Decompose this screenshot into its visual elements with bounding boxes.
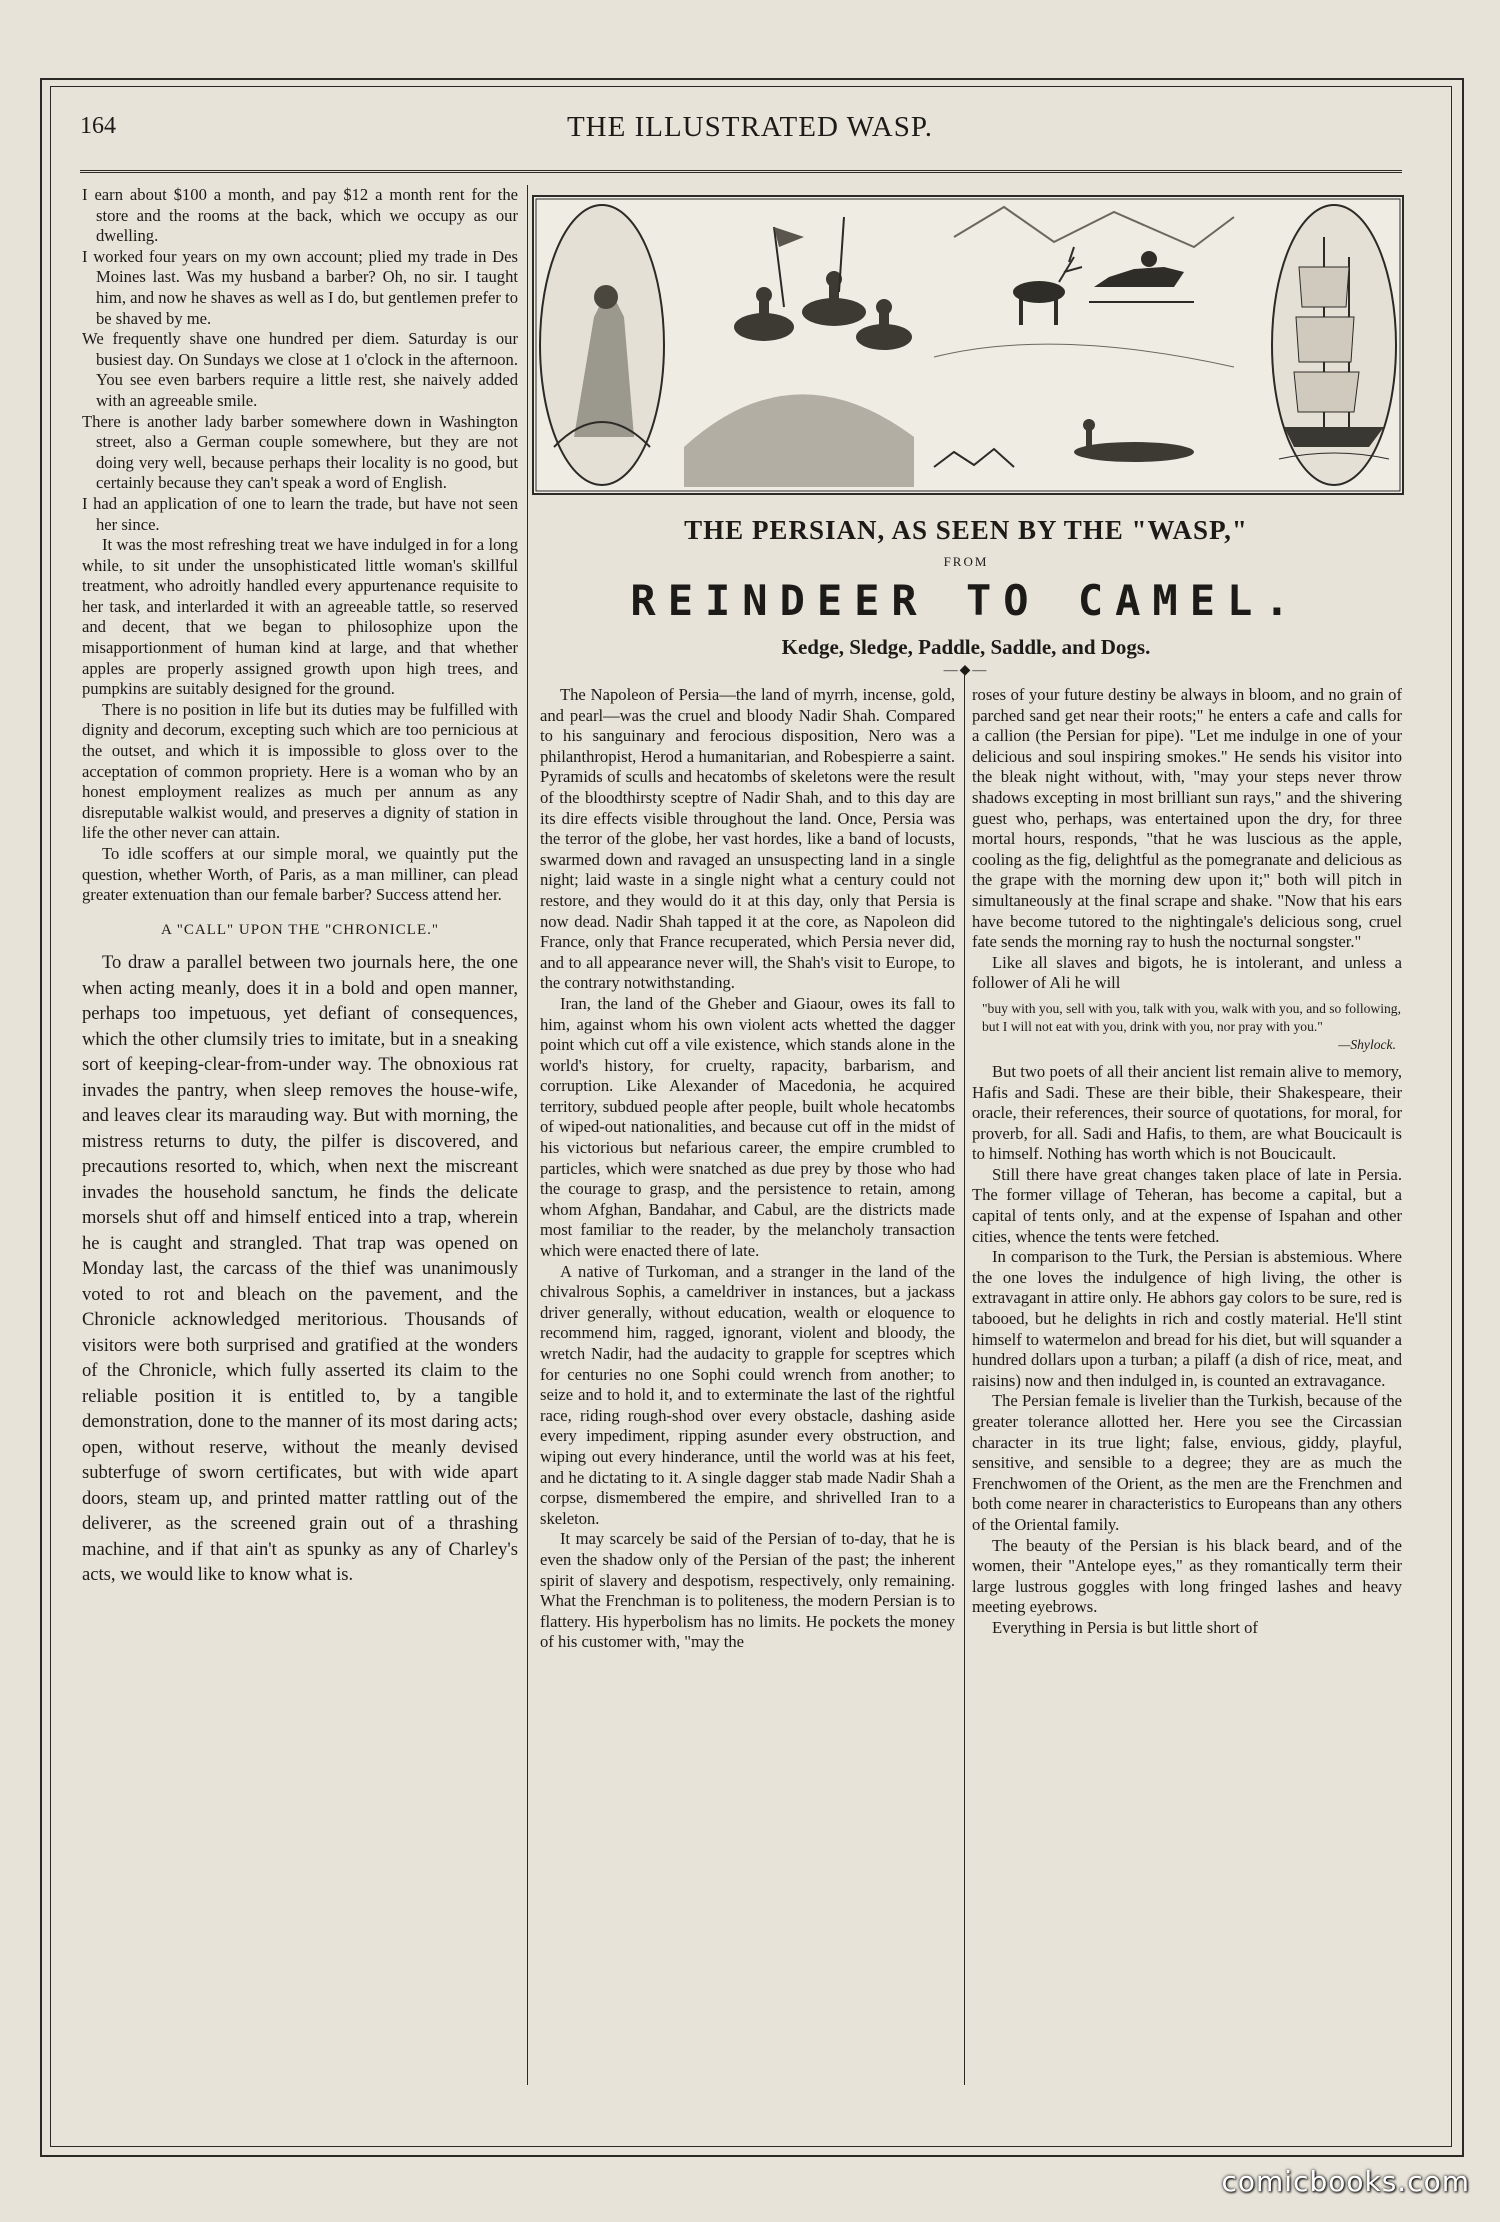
- paragraph: Iran, the land of the Gheber and Giaour, owes its fall to him, against whom his own violent acts whetted the dagger point which cut off a vile existence, which stands alone in the world's history, for cruelty, rapacity, barbarism, and corruption. Like Alexander of Macedonia, he acquired territory, subdued people after people, built whole hecatombs of wiped-out nationalities, and because cut off in the midst of his victorious but nefarious career, the empire crumbled to particles, which were snatched as due prey by those who had the courage to grasp, and the persistence to retain, among whom Afghan, Bandahar, and Cabul, are the districts made most familiar to the reader, by the melancholy transaction which were enacted there of late.: [540, 993, 955, 1261]
- paragraph: I earn about $100 a month, and pay $12 a month rent for the store and the rooms at the back, which we occupy as our dwelling.: [82, 185, 518, 246]
- quote-text: "buy with you, sell with you, talk with you, walk with you, and so following, but I will not eat with you, drink with you, nor pray with you.": [982, 1000, 1402, 1034]
- paragraph: To idle scoffers at our simple moral, we quaintly put the question, whether Worth, of Paris, as a man milliner, can plead greater extenuation than our female barber? Success attend her.: [82, 844, 518, 905]
- article-subtitle: Kedge, Sledge, Paddle, Saddle, and Dogs.: [781, 635, 1151, 659]
- paragraph: The Napoleon of Persia—the land of myrrh, incense, gold, and pearl—was the cruel and bloody Nadir Shah. Compared to his sanguinary and ferocious disposition, Nero was a philanthropist, Herod a humanitarian, and Robespierre a saint. Pyramids of sculls and hecatombs of skeletons were the result of the bloodthirsty sceptre of Nadir Shah, and to this day are its dire effects visible throughout the land. Once, Persia was the terror of the globe, her vast hordes, like a band of locusts, swarmed down and ravaged an unsuspecting land in a single night; laid waste in a single night what a century could not restore, and they would do it at this day, only that Persia is now dead. Nadir Shah tapped it at the core, as Napoleon did France, only that France recuperated, which Persia never did, and to all appearance never will, the Shah's visit to Europe, to the contrary notwithstanding.: [540, 685, 955, 993]
- paragraph: There is another lady barber somewhere down in Washington street, also a German couple somewhere, but they are not doing very well, because perhaps their locality is no good, but certainly because they can't speak a word of English.: [82, 411, 518, 493]
- headline-from: FROM: [943, 554, 989, 569]
- paragraph: A native of Turkoman, and a stranger in the land of the chivalrous Sophis, a cameldriver in instances, but a jackass driver generally, without education, wealth or eloquence to recommend him, ragged, ignorant, violent and bloody, the wretch Nadir, had the audacity to grapple for sceptres which for centuries no one Sophi could wrench from another; to seize and to hold it, and to exterminate the last of the rightful race, riding rough-shod over every obstacle, dashing aside every impediment, ripping asunder every obstruction, and wiping out every hinderance, until the world was at his feet, and he dictating to it. A single dagger stab made Nadir Shah a corpse, dismembered the empire, and shrivelled Iran to a skeleton.: [540, 1261, 955, 1528]
- page-number: 164: [80, 113, 116, 139]
- ornament-divider: —◆—: [943, 663, 989, 678]
- paragraph: Like all slaves and bigots, he is intolerant, and unless a follower of Ali he will: [972, 952, 1402, 993]
- paragraph: In comparison to the Turk, the Persian is abstemious. Where the one loves the indulgence of high living, the other is extravagant in attire only. He abhors gay colors to be sure, red is tabooed, but he delights in rich and costly material. He'll stint himself to watermelon and bread for his diet, but will squander a hundred dollars upon a turban; a pilaff (a dish of rice, meat, and raisins) now and then indulged in, is counted an extravagance.: [972, 1247, 1402, 1390]
- quote-source: —Shylock.: [1338, 1036, 1396, 1052]
- article-heading: [532, 515, 1400, 679]
- column-right: [972, 685, 1402, 2085]
- paragraph: I worked four years on my own account; plied my trade in Des Moines last. Was my husband a barber? Oh, no sir. I taught him, and now he shaves as well as I do, but gentlemen prefer to be shaved by me.: [82, 246, 518, 328]
- paragraph: Still there have great changes taken place of late in Persia. The former village of Teheran, has become a capital, but a capital of tents only, and at the expense of Ispahan and other cities, whence the tents were fetched.: [972, 1164, 1402, 1246]
- watermark: comicbooks.com: [1221, 2165, 1470, 2198]
- column-divider: [527, 185, 528, 2085]
- engraving-illustration: [532, 195, 1404, 495]
- column-middle: [540, 685, 955, 2085]
- paragraph: Everything in Persia is but little short of: [992, 1617, 1258, 1637]
- paragraph: I had an application of one to learn the trade, but have not seen her since.: [82, 493, 518, 534]
- running-title: THE ILLUSTRATED WASP.: [566, 111, 934, 143]
- header-rule: [80, 170, 1402, 173]
- paragraph: The beauty of the Persian is his black beard, and of the women, their "Antelope eyes," as they romantically term their large lustrous goggles with long fringed lashes and heavy meeting eyebrows.: [972, 1535, 1402, 1617]
- paragraph: But two poets of all their ancient list remain alive to memory, Hafis and Sadi. These are their bible, their Shakespeare, their oracle, their references, their source of quotations, for moral, for proverb, for all. Sadi and Hafis, to them, are what Boucicault is to himself. Nothing has worth which is not Boucicault.: [972, 1061, 1402, 1164]
- paragraph: To draw a parallel between two journals here, the one when acting meanly, does it in a bold and open manner, perhaps too impetuous, yet defiant of consequences, which the other clumsily tries to imitate, but in a sneaking sort of keeping-clear-from-under way. The obnoxious rat invades the pantry, when sleep removes the house-wife, and leaves clear its marauding way. But with morning, the mistress returns to duty, the pilfer is discovered, and precautions resorted to, which, when next the miscreant invades the household sanctum, he finds the delicate morsels shut off and himself enticed into a trap, wherein he is caught and strangled. That trap was opened on Monday last, the carcass of the thief was unanimously voted to rot and bleach on the pavement, and the Chronicle acknowledged meritorious. Thousands of visitors were both surprised and gratified at the wonders of the Chronicle, which fully asserted its claim to the reliable position it is entitled to, by a tangible demonstration, done to the manner of its most daring acts; open, without reserve, without the meanly devised subterfuge of sworn certificates, but with wide apart doors, steam up, and printed matter rattling out of the deliverer, as the screened grain out of a thrashing machine, and if that ain't as spunky as any of Charley's acts, we would like to know what is.: [82, 952, 518, 1586]
- paragraph: It was the most refreshing treat we have indulged in for a long while, to sit under the unsophisticated little woman's skillful treatment, who adroitly handled every appurtenance requisite to her task, and interlarded it with an agreeable tattle, so reserved and decent, that we began to philosophize upon the misapportionment of human kind at large, and that whether apples are properly assigned growth upon high trees, and pumpkins are suitably designed for the ground.: [82, 535, 518, 699]
- paragraph: It may scarcely be said of the Persian of to-day, that he is even the shadow only of the Persian of the past; the inherent spirit of slavery and despotism, respectively, only remaining. What the Frenchman is to politeness, the modern Persian is to flattery. His hyperbolism has no limits. He pockets the money of his customer with, "may the: [540, 1529, 955, 1652]
- engraving-drawing: [534, 197, 1402, 493]
- paragraph: The Persian female is livelier than the Turkish, because of the greater tolerance allotted her. Here you see the Circassian character in its true light; false, envious, giddy, playful, sensitive, and sensible to a degree; they are as much the Frenchwomen of the Orient, as the men are the Frenchmen and both come nearer in characteristics to Europeans than any others of the Oriental family.: [972, 1391, 1402, 1534]
- column-left: [82, 185, 518, 2085]
- block-quote: [982, 1000, 1402, 1054]
- headline: THE PERSIAN, AS SEEN BY THE "WASP,": [684, 515, 1248, 545]
- paragraph: We frequently shave one hundred per diem. Saturday is our busiest day. On Sundays we close at 1 o'clock in the afternoon. You see even barbers require a little rest, she naively added with an agreeable smile.: [82, 329, 518, 410]
- article-title: REINDEER TO CAMEL.: [630, 576, 1302, 625]
- section-heading: A "CALL" UPON THE "CHRONICLE.": [161, 921, 439, 938]
- paragraph: roses of your future destiny be always in bloom, and no grain of parched sand get near their roots;" he enters a cafe and calls for a callion (the Persian for pipe). "Let me indulge in one of your delicious and soul inspiring smokes." He sends his visitor into the bleak night without, with, "may your steps never throw shadows excepting in most brilliant sun rays," and the shivering guest who, perhaps, was entertained upon the dry, for three mortal hours, responds, "that he was luscious as the apple, cooling as the fig, delightful as the pomegranate and delicious as the grape with the morning dew upon it;" both will pitch in simultaneously at the final scrape and shake. "Now that his ears have become tutored to the nightingale's delicious song, cruel fate sends the morning ray to hush the nocturnal songster.": [972, 685, 1402, 952]
- column-divider: [964, 675, 965, 2085]
- paragraph: There is no position in life but its duties may be fulfilled with dignity and decorum, excepting such which are too pernicious at the outset, and which it is impossible to gloss over to the acceptation of common propriety. Here is a woman who by an honest employment realizes as much per annum as any disreputable walkist would, and preserves a dignity of station in life the other never can attain.: [82, 699, 518, 843]
